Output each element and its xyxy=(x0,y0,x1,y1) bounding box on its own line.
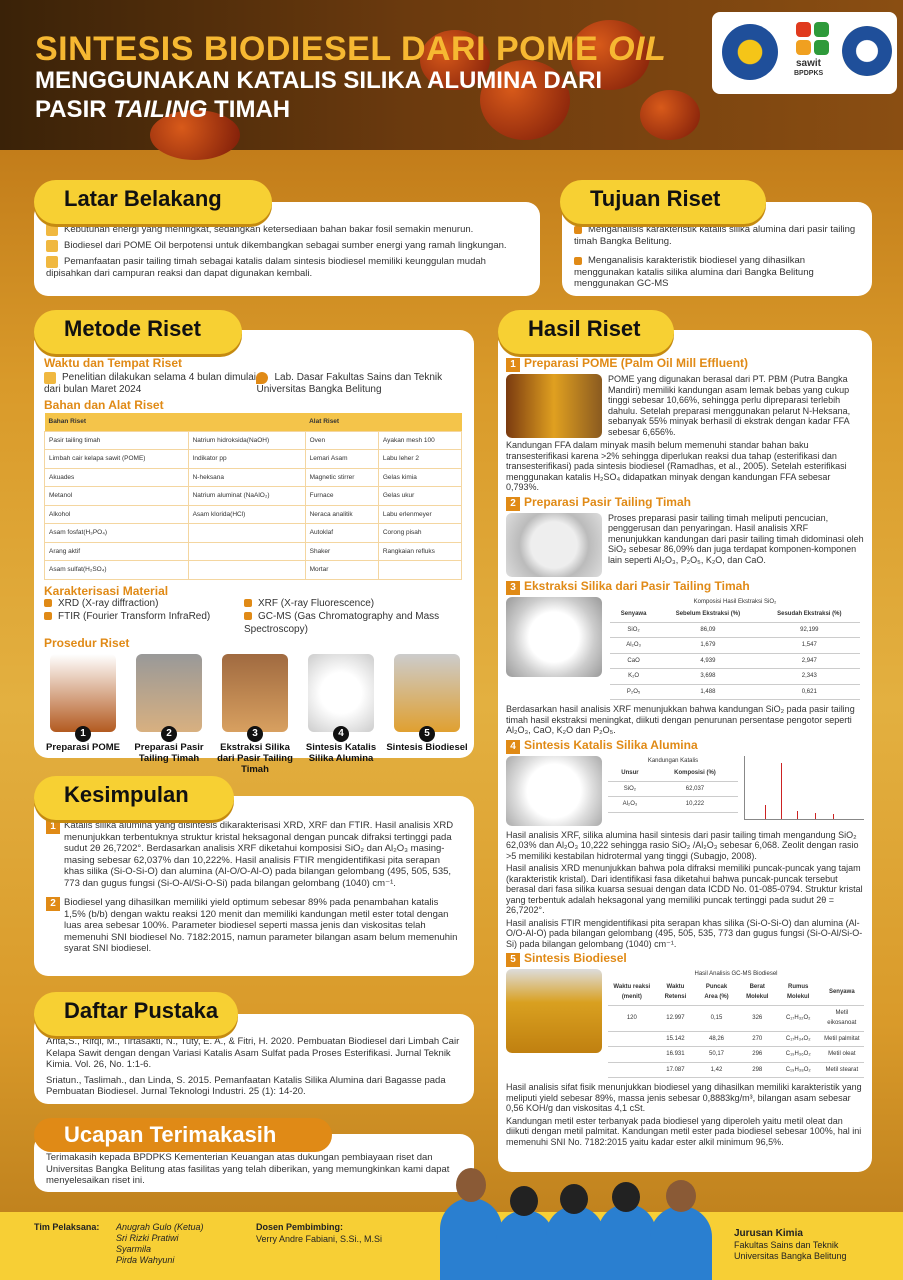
step-label: Sintesis Biodiesel xyxy=(386,741,468,753)
kesimpulan-p1: Katalis silika alumina yang disintesis dikarakterisasi XRD, XRF dan FTIR. Hasil analisis XRD menunjukkan terbentuknya struktur kristal heksagonal dengan puncak difraksi tertinggi pada sudut 2θ 26,7202°. Berdasarkan analisis XRF diketahui komposisi SiO₂ dan Al₂O₃ masing-masing sebesar 62,037% dan 10,222%. Hasil analisis FTIR mengidentifikasi pita serapan khas silika (Si-O-Si-O) dan alumina (Al-O/O-Al-O) pada bilangan gelombang (495, 505, 535, 773 dan gugus fungsi (Si-O-Al/Si-O-Si) pada bilangan gelombang (1040) cm⁻¹. xyxy=(64,820,454,889)
table-cell: Metil eikosanoat xyxy=(820,1005,864,1031)
table-cell: 0,15 xyxy=(695,1005,738,1031)
table-cell: 1,679 xyxy=(657,638,758,654)
table-cell: 50,17 xyxy=(695,1047,738,1063)
table-row xyxy=(45,542,462,561)
table-row xyxy=(45,561,462,580)
silika-photo xyxy=(506,597,602,677)
step-photo xyxy=(50,654,116,732)
chart-icon xyxy=(46,224,58,236)
table-cell: 4,939 xyxy=(657,653,758,669)
kesimpulan-p2: Biodiesel yang dihasilkan memiliki yield optimum sebesar 89% pada penambahan katalis 1,5% (b/b) dengan waktu reaksi 120 menit dan memiliki kandungan metil ester total dengan luas area sebesar 100%. Parameter biodiesel seperti massa jenis dan viskositas telah memenuhi SNI biodiesel No. 7182:2015, namun parameter bilangan asam belum memenuhin syarat SNI biodiesel. xyxy=(64,897,458,954)
table-row xyxy=(610,638,860,654)
table-cell: Indikator pp xyxy=(188,450,305,469)
table-cell: Asam sulfat(H₂SO₄) xyxy=(45,561,189,580)
table-cell: Gelas kimia xyxy=(378,468,461,487)
s3-table-title: Komposisi Hasil Ekstraksi SiO₂ xyxy=(693,598,777,605)
table-cell: 296 xyxy=(738,1047,777,1063)
table-cell: Asam klorida(HCl) xyxy=(188,505,305,524)
s4-text3: Hasil analisis FTIR mengidentifikasi pita serapan khas silika (Si-O-Si-O) dan alumina (Al-O/O-Al-O) pada bilangan gelombang (495, 505, 535, 773 dan gugus fungsi (Si-O-Al/Si-O-Si) pada bilangan gelombang (1040) cm⁻¹. xyxy=(506,917,863,949)
step-label: Preparasi Pasir Tailing Timah xyxy=(134,741,204,764)
location-icon xyxy=(256,372,268,384)
table-cell: Gelas ukur xyxy=(378,487,461,506)
step-label: Preparasi POME xyxy=(46,741,120,753)
table-header: Unsur xyxy=(608,766,652,781)
step-number: 2 xyxy=(161,726,177,742)
latar-heading: Latar Belakang xyxy=(34,180,272,224)
karakter-title: Karakterisasi Material xyxy=(44,583,169,598)
table-cell: 16.931 xyxy=(656,1047,696,1063)
table-row xyxy=(45,468,462,487)
table-cell: 270 xyxy=(738,1031,777,1047)
table-cell: Corong pisah xyxy=(378,524,461,543)
tim-list xyxy=(116,1222,204,1266)
table-cell: Metil stearat xyxy=(820,1062,864,1078)
step-photo xyxy=(136,654,202,732)
table-cell: C₁₉H₃₆O₂ xyxy=(777,1047,820,1063)
table-row xyxy=(608,1031,864,1047)
table-cell: CaO xyxy=(610,653,657,669)
table-cell xyxy=(378,561,461,580)
bpdpks-logo xyxy=(796,22,830,56)
alat-header: Alat Riset xyxy=(305,413,461,431)
karakter-gcms: GC-MS (Gas Chromatography and Mass Spectroscopy) xyxy=(244,611,440,635)
xrd-chart xyxy=(744,756,864,820)
recycle-icon xyxy=(46,256,58,268)
step-label: Ekstraksi Silika dari Pasir Tailing Timah xyxy=(217,741,293,775)
pustaka-heading: Daftar Pustaka xyxy=(34,992,238,1036)
table-cell xyxy=(188,542,305,561)
tim-member: Syarmila xyxy=(116,1244,152,1254)
bahan-header: Bahan Riset xyxy=(45,413,306,431)
table-cell: Pasir tailing timah xyxy=(45,431,189,450)
table-cell: Akuades xyxy=(45,468,189,487)
table-row xyxy=(610,622,860,638)
dosen-name: Verry Andre Fabiani, S.Si., M.Si xyxy=(256,1234,383,1244)
table-row xyxy=(608,1005,864,1031)
table-cell: 10,222 xyxy=(652,797,738,813)
s3-table xyxy=(610,607,860,700)
num-badge: 2 xyxy=(46,897,60,911)
table-cell: P₂O₅ xyxy=(610,684,657,700)
title-line-2: MENGGUNAKAN KATALIS SILIKA ALUMINA DARI PASIR TAILING TIMAH xyxy=(35,67,603,123)
table-header: Waktu reaksi (menit) xyxy=(608,980,656,1006)
table-cell: Asam fosfat(H₃PO₄) xyxy=(45,524,189,543)
table-cell: Metil palmitat xyxy=(820,1031,864,1047)
table-cell: Natrium hidroksida(NaOH) xyxy=(188,431,305,450)
table-header: Senyawa xyxy=(610,607,657,622)
table-cell: Autoklaf xyxy=(305,524,378,543)
tujuan-p2: Menganalisis karakteristik biodiesel yang dihasilkan menggunakan katalis silika alumina dari Bangka Belitung menggunakan GC-MS xyxy=(574,255,814,289)
pustaka-r1: Arita,S., Rifqi, M., Tirtasakti, N., Tuty, E. A., & Fitri, H. 2020. Pembuatan Biodiesel dari Limbah Cair Kelapa Sawit dengan dengan Variasi Katalis Asam Sulfat pada Proses Esterifikasi. Jurnal Teknik Kimia. Vol. 26, No. 1:1-6. xyxy=(46,1036,460,1070)
katalis-photo xyxy=(506,756,602,826)
step-number: 5 xyxy=(419,726,435,742)
table-cell: Alkohol xyxy=(45,505,189,524)
table-header: Rumus Molekul xyxy=(777,980,820,1006)
table-cell: 15.142 xyxy=(656,1031,696,1047)
table-header: Waktu Retensi xyxy=(656,980,696,1006)
table-row xyxy=(608,781,738,797)
table-cell: 92,199 xyxy=(759,622,860,638)
bahan-alat-table xyxy=(44,413,462,580)
s1-text2: Kandungan FFA dalam minyak masih belum memenuhi standar bahan baku transesterifikasi karena >2% sehingga diperlukan reaksi dua tahap (esterifikasi dan transesterifikasi) pada sintesis biodiesel (Ramadhas, et al., 2005). Setelah esterifikasi menggunakan katalis H₂SO₄ didapatkan minyak dengan kandungan FFA sebesar 0,793%. xyxy=(506,440,847,492)
logo-panel xyxy=(712,12,897,94)
step-photo xyxy=(394,654,460,732)
table-cell: 17.087 xyxy=(656,1062,696,1078)
s4-text1: Hasil analisis XRF, silika alumina hasil sintesis dari pasir tailing timah mengandung SiO₂ 62,03% dan Al₂O₃ 10,222 sehingga rasio SiO₂ /Al₂O₃ sebesar 6,068. Zeolit dengan rasio >5 memiliki kestabilan hidrotermal yang tinggi (Subagjo, 2008). xyxy=(506,829,859,861)
table-header: Puncak Area (%) xyxy=(695,980,738,1006)
fakultas: Fakultas Sains dan Teknik xyxy=(734,1240,839,1250)
bullet-icon xyxy=(574,257,582,265)
table-cell: Shaker xyxy=(305,542,378,561)
table-cell: 326 xyxy=(738,1005,777,1031)
table-header: Sebelum Ekstraksi (%) xyxy=(657,607,758,622)
s1-title: Preparasi POME (Palm Oil Mill Effluent) xyxy=(524,356,749,370)
table-row xyxy=(610,669,860,685)
table-cell: 3,698 xyxy=(657,669,758,685)
tim-member: Sri Rizki Pratiwi xyxy=(116,1233,179,1243)
karakter-xrf: XRF (X-ray Fluorescence) xyxy=(258,598,375,609)
s2-title: Preparasi Pasir Tailing Timah xyxy=(524,494,691,509)
waktu-title: Waktu dan Tempat Riset xyxy=(44,356,183,370)
table-header: Sesudah Ekstraksi (%) xyxy=(759,607,860,622)
latar-p1: Kebutuhan energi yang meningkat, sedangkan ketersediaan bahan bakar fosil semakin menurun. xyxy=(64,224,474,235)
table-cell: 62,037 xyxy=(652,781,738,797)
ubb-logo xyxy=(842,26,892,76)
prosedur-steps xyxy=(44,650,468,790)
table-cell: 1,488 xyxy=(657,684,758,700)
table-row xyxy=(608,1047,864,1063)
table-cell xyxy=(188,524,305,543)
table-row xyxy=(45,450,462,469)
s5-title: Sintesis Biodiesel xyxy=(524,951,627,965)
s4-table-title: Kandungan Katalis xyxy=(647,757,699,764)
s4-title: Sintesis Katalis Silika Alumina xyxy=(524,737,698,752)
pome-photo xyxy=(506,374,602,438)
table-cell: 12.997 xyxy=(656,1005,696,1031)
step-photo xyxy=(222,654,288,732)
pasir-photo xyxy=(506,513,602,577)
latar-p2: Biodiesel dari POME Oil berpotensi untuk dikembangkan sebagai sumber energi yang ramah lingkungan. xyxy=(64,240,507,251)
bahan-title: Bahan dan Alat Riset xyxy=(44,397,164,412)
latar-p3: Pemanfaatan pasir tailing timah sebagai katalis dalam sintesis biodiesel memiliki keunggulan mudah dipisahkan dari campuran reaksi dan dapat digunakan kembali. xyxy=(46,256,486,279)
calendar-icon xyxy=(44,372,56,384)
table-cell: Labu erlenmeyer xyxy=(378,505,461,524)
step-label: Sintesis Katalis Silika Alumina xyxy=(305,741,377,764)
bullet-icon xyxy=(574,226,582,234)
table-cell: Al₂O₃ xyxy=(608,797,652,813)
karakter-ftir: FTIR (Fourier Transform InfraRed) xyxy=(58,611,211,622)
num-badge: 1 xyxy=(46,820,60,834)
waktu-text: Penelitian dilakukan selama 4 bulan dimulai dari bulan Maret 2024 xyxy=(44,371,257,395)
s5-text: Hasil analisis sifat fisik menunjukkan biodiesel yang dihasilkan memiliki karakteristik yang meliputi yield sebesar 89%, massa jenis sebesar 0,8883kg/m³, bilangan asam sebesar 0,56 KOH/g dan viskositas 4,1 cSt. xyxy=(506,1082,862,1113)
table-cell: 86,09 xyxy=(657,622,758,638)
table-cell: N-heksana xyxy=(188,468,305,487)
table-cell: 2,343 xyxy=(759,669,860,685)
table-cell: 120 xyxy=(608,1005,656,1031)
table-cell xyxy=(608,1031,656,1047)
tempat-text: Lab. Dasar Fakultas Sains dan Teknik Universitas Bangka Belitung xyxy=(256,371,443,395)
table-row xyxy=(608,797,738,813)
tujuan-p1: Menganalisis karakteristik katalis silika alumina dari pasir tailing timah Bangka Belitung. xyxy=(574,224,856,247)
table-cell: C₁₉H₃₈O₂ xyxy=(777,1062,820,1078)
table-cell xyxy=(608,1062,656,1078)
terimakasih-heading: Ucapan Terimakasih xyxy=(34,1118,332,1152)
table-header-row xyxy=(608,766,738,781)
terimakasih-text: Terimakasih kepada BPDPKS Kementerian Keuangan atas dukungan pembiayaan riset dan Universitas Bangka Belitung atas fasilitas yang telah diberikan, yang memungkinkan kami dapat menyelesaikan riset ini. xyxy=(46,1152,450,1186)
step-number: 3 xyxy=(247,726,263,742)
table-cell: C₁₇H₃₂O₂ xyxy=(777,1005,820,1031)
title-line-1: SINTESIS BIODIESEL DARI POME OIL xyxy=(35,30,667,68)
table-cell: 1,547 xyxy=(759,638,860,654)
karakter-xrd: XRD (X-ray diffraction) xyxy=(58,598,159,609)
s5-table xyxy=(608,980,864,1079)
table-row xyxy=(45,431,462,450)
tujuan-heading: Tujuan Riset xyxy=(560,180,766,224)
table-cell: Oven xyxy=(305,431,378,450)
tim-member: Anugrah Gulo (Ketua) xyxy=(116,1222,204,1232)
table-cell: Limbah cair kelapa sawit (POME) xyxy=(45,450,189,469)
table-cell: Arang aktif xyxy=(45,542,189,561)
table-row xyxy=(610,653,860,669)
jurusan: Jurusan Kimia xyxy=(734,1228,803,1239)
step-number: 1 xyxy=(75,726,91,742)
logo-sawit-text: sawit xyxy=(796,58,822,69)
s2-text: Proses preparasi pasir tailing timah meliputi pencucian, penggerusan dan penyaringan. Hasil analisis XRF menunjukkan kandungan dari pasir tailing timah didominasi oleh SiO₂ sebesar 86,09% dan juga terdapat komponen-komponen lain seperti Al₂O₃, P₂O₅, K₂O, dan CaO. xyxy=(608,512,864,565)
s5-table-title: Hasil Analisis GC-MS Biodiesel xyxy=(694,971,778,977)
table-header: Komposisi (%) xyxy=(652,766,738,781)
table-cell: K₂O xyxy=(610,669,657,685)
table-cell: Metil oleat xyxy=(820,1047,864,1063)
table-header-row xyxy=(610,607,860,622)
table-cell: Natrium aluminat (NaAlO₂) xyxy=(188,487,305,506)
table-row xyxy=(610,684,860,700)
oil-icon xyxy=(46,240,58,252)
table-cell: SiO₂ xyxy=(608,781,652,797)
hasil-heading: Hasil Riset xyxy=(498,310,674,354)
table-row xyxy=(608,1062,864,1078)
table-cell xyxy=(608,1047,656,1063)
metode-card xyxy=(34,330,474,775)
table-cell: Furnace xyxy=(305,487,378,506)
table-cell: 2,947 xyxy=(759,653,860,669)
s4-text2: Hasil analisis XRD menunjukkan bahwa pola difraksi memiliki puncak-puncak yang tajam (karakteristik kristal). Dari identifikasi fasa diketahui bahwa puncak-puncak tersebut berasal dari fasa silika kuarsa sesuai dengan data ICDD No. 01-085-0794. Struktur kristal yang terbentuk adalah heksagonal yang memiliki puncak tertinggi pada sudut 2θ = 26,7202°. xyxy=(506,863,863,915)
tim-member: Pirda Wahyuni xyxy=(116,1255,175,1265)
table-row xyxy=(45,505,462,524)
s3-text: Berdasarkan hasil analisis XRF menunjukkan bahwa kandungan SiO₂ pada pasir tailing timah hasil ekstraksi meningkat, diikuti dengan penurunan persentase pengotor seperti Al₂O₃, CaO, K₂O dan P₂O₅. xyxy=(506,704,855,735)
table-header-row xyxy=(608,980,864,1006)
step-number: 4 xyxy=(333,726,349,742)
table-cell: Magnetic stirrer xyxy=(305,468,378,487)
table-cell: C₁₇H₃₄O₂ xyxy=(777,1031,820,1047)
table-cell: Rangkaian refluks xyxy=(378,542,461,561)
table-cell: Labu leher 2 xyxy=(378,450,461,469)
table-cell: 298 xyxy=(738,1062,777,1078)
univ: Universitas Bangka Belitung xyxy=(734,1251,847,1261)
table-cell: Ayakan mesh 100 xyxy=(378,431,461,450)
prosedur-title: Prosedur Riset xyxy=(44,636,130,650)
dosen-label: Dosen Pembimbing: xyxy=(256,1222,344,1232)
table-cell: 0,621 xyxy=(759,684,860,700)
table-cell xyxy=(188,561,305,580)
pustaka-r2: Sriatun., Taslimah., dan Linda, S. 2015. Pemanfaatan Katalis Silika Alumina dari Bagasse pada Pembuatan Biodiesel. Jurnal Teknologi Industri. 25 (1): 14-20. xyxy=(46,1074,446,1097)
table-cell: 1,42 xyxy=(695,1062,738,1078)
biodiesel-photo xyxy=(506,969,602,1053)
s1-text: POME yang digunakan berasal dari PT. PBM (Putra Bangka Mandiri) memiliki kandungan asam lemak bebas yang cukup tinggi sebesar 10,66%, sehingga perlu dipreparasi terlebih dahulu. Setelah preparasi menggunakan pelarut N-Heksana, sebanyak 55% minyak berhasil di ekstrak dengan kadar FFA sebesar 6,656%. xyxy=(608,374,851,437)
table-cell: Neraca analitik xyxy=(305,505,378,524)
kesimpulan-card xyxy=(34,796,474,976)
table-cell: Mortar xyxy=(305,561,378,580)
step-photo xyxy=(308,654,374,732)
tim-label: Tim Pelaksana: xyxy=(34,1222,100,1232)
hasil-card: 1 Preparasi POME (Palm Oil Mill Effluent) POME yang digunakan berasal dari PT. PBM (Putra Bangka Mandiri) memiliki kandungan asam lemak bebas yang cukup tinggi sebesar 10,66%, sehingga perlu dipreparasi terlebih dahulu. Setelah preparasi menggunakan pelarut N-Heksana, sebanyak 55% minyak berhasil di ekstrak dengan kadar FFA sebesar 6,656%. Kandungan FFA dalam minyak masih belum memenuhi standar bahan baku transesterifikasi karena >2% sehingga diperlukan reaksi dua tahap (esterifikasi dan transesterifikasi) pada sintesis biodiesel (Ramadhas, et al., 2005). Setelah esterifikasi menggunakan katalis H₂SO₄ didapatkan minyak dengan kandungan FFA sebesar 0,793%. 2 Preparasi Pasir Tailing Timah Proses preparasi pasir tailing timah meliputi pencucian, penggerusan dan penyaringan. Hasil analisis XRF menunjukkan kandungan dari pasir tailing timah didominasi oleh SiO₂ sebesar 86,09% dan juga terdapat komponen-komponen lain seperti Al₂O₃, P₂O₅, K₂O, dan CaO. 3 Ekstraksi Silika dari Pasir Tailing Timah Komposisi Hasil Ekstraksi SiO₂ Senyawa Sebelum Ekstraksi (%) Sesudah Ekstraksi (%) SiO₂ 86,09 92,199 Al₂O₃ 1,679 1,547 CaO 4,939 2,947 K₂O 3,698 2,343 P₂O₅ 1,488 0,621 Berdasarkan hasil analisis XRF menunjukkan bahwa kandungan SiO₂ pada pasir tailing timah hasil ekstraksi meningkat, diikuti dengan penurunan persentase pengotor seperti Al₂O₃, CaO, K₂O dan P₂O₅. 4 Sintesis Katalis Silika Alumina Kandungan Katalis Unsur Komposisi (%) SiO₂ 62,037 Al₂O₃ 10,222 Hasil analisis XRF, silika alumina hasil sintesis dari pasir tailing timah mengandung SiO₂ 62,03% dan Al₂O₃ 10,222 sehingga rasio SiO₂ /Al₂O₃ sebesar 6,068. Zeolit dengan rasio >5 memiliki kestabilan hidrotermal yang tinggi (Subagjo, 2008). Hasil analisis XRD menunjukkan bahwa pola difraksi memiliki puncak-puncak yang tajam (karakteristik kristal). Dari identifikasi fasa diketahui bahwa puncak-puncak tersebut berasal dari fasa silika kuarsa sesuai dengan data ICDD No. 01-085-0794. Struktur kristal yang terbentuk adalah heksagonal yang memiliki puncak tertinggi pada sudut 2θ = 26,7202°. Hasil analisis FTIR mengidentifikasi pita serapan khas silika (Si-O-Si-O) dan alumina (Al-O/O-Al-O) pada bilangan gelombang (495, 505, 535, 773 dan gugus fungsi (Si-O-Al/Si-O-Si) pada bilangan gelombang (1040) cm⁻¹. 5 Sintesis Biodiesel Hasil Analisis GC-MS Biodiesel Waktu reaksi (menit) Waktu Retensi Puncak Area (%) Berat Molekul Rumus Molekul Senyawa 120 12.997 0,15 326 C₁₇H₃₂O₂ Metil eikosanoat 15.142 48,26 270 C₁₇H₃₄O₂ Metil palmitat 16.931 50,17 296 C₁₉H₃₆O₂ Metil oleat 17.087 1,42 298 C₁₉H₃₈O₂ Metil stearat Hasil analisis sifat fisik menunjukkan biodiesel yang dihasilkan memiliki karakteristik yang meliputi yield sebesar 89%, massa jenis sebesar 0,8883kg/m³, bilangan asam sebesar 0,56 KOH/g dan viskositas 4,1 cSt. Kandungan metil ester terbanyak pada biodiesel yang diperoleh yaitu metil oleat dan diikuti dengan metil palmitat. Kandungan metil ester pada biodiesel sebesar 100%, hal ini memenuhi SNI No. 7182:2015 yaitu kadar ester alkil minimum 96,5%. xyxy=(498,330,872,1172)
table-row xyxy=(45,487,462,506)
kemenkeu-logo xyxy=(722,24,778,80)
table-header: Berat Molekul xyxy=(738,980,777,1006)
s4-table xyxy=(608,766,738,813)
metode-heading: Metode Riset xyxy=(34,310,242,354)
kesimpulan-heading: Kesimpulan xyxy=(34,776,234,820)
table-cell: SiO₂ xyxy=(610,622,657,638)
table-cell: 48,26 xyxy=(695,1031,738,1047)
table-header: Senyawa xyxy=(820,980,864,1006)
logo-bpdpks-text: BPDPKS xyxy=(794,70,824,77)
s3-title: Ekstraksi Silika dari Pasir Tailing Timah xyxy=(524,578,750,593)
table-cell: Metanol xyxy=(45,487,189,506)
table-cell: Lemari Asam xyxy=(305,450,378,469)
table-row xyxy=(45,524,462,543)
table-cell: Al₂O₃ xyxy=(610,638,657,654)
s5-text2: Kandungan metil ester terbanyak pada biodiesel yang diperoleh yaitu metil oleat dan diikuti dengan metil palmitat. Kandungan metil ester pada biodiesel sebesar 100%, hal ini memenuhi SNI No. 7182:2015 yaitu kadar ester alkil minimum 96,5%. xyxy=(506,1115,862,1147)
